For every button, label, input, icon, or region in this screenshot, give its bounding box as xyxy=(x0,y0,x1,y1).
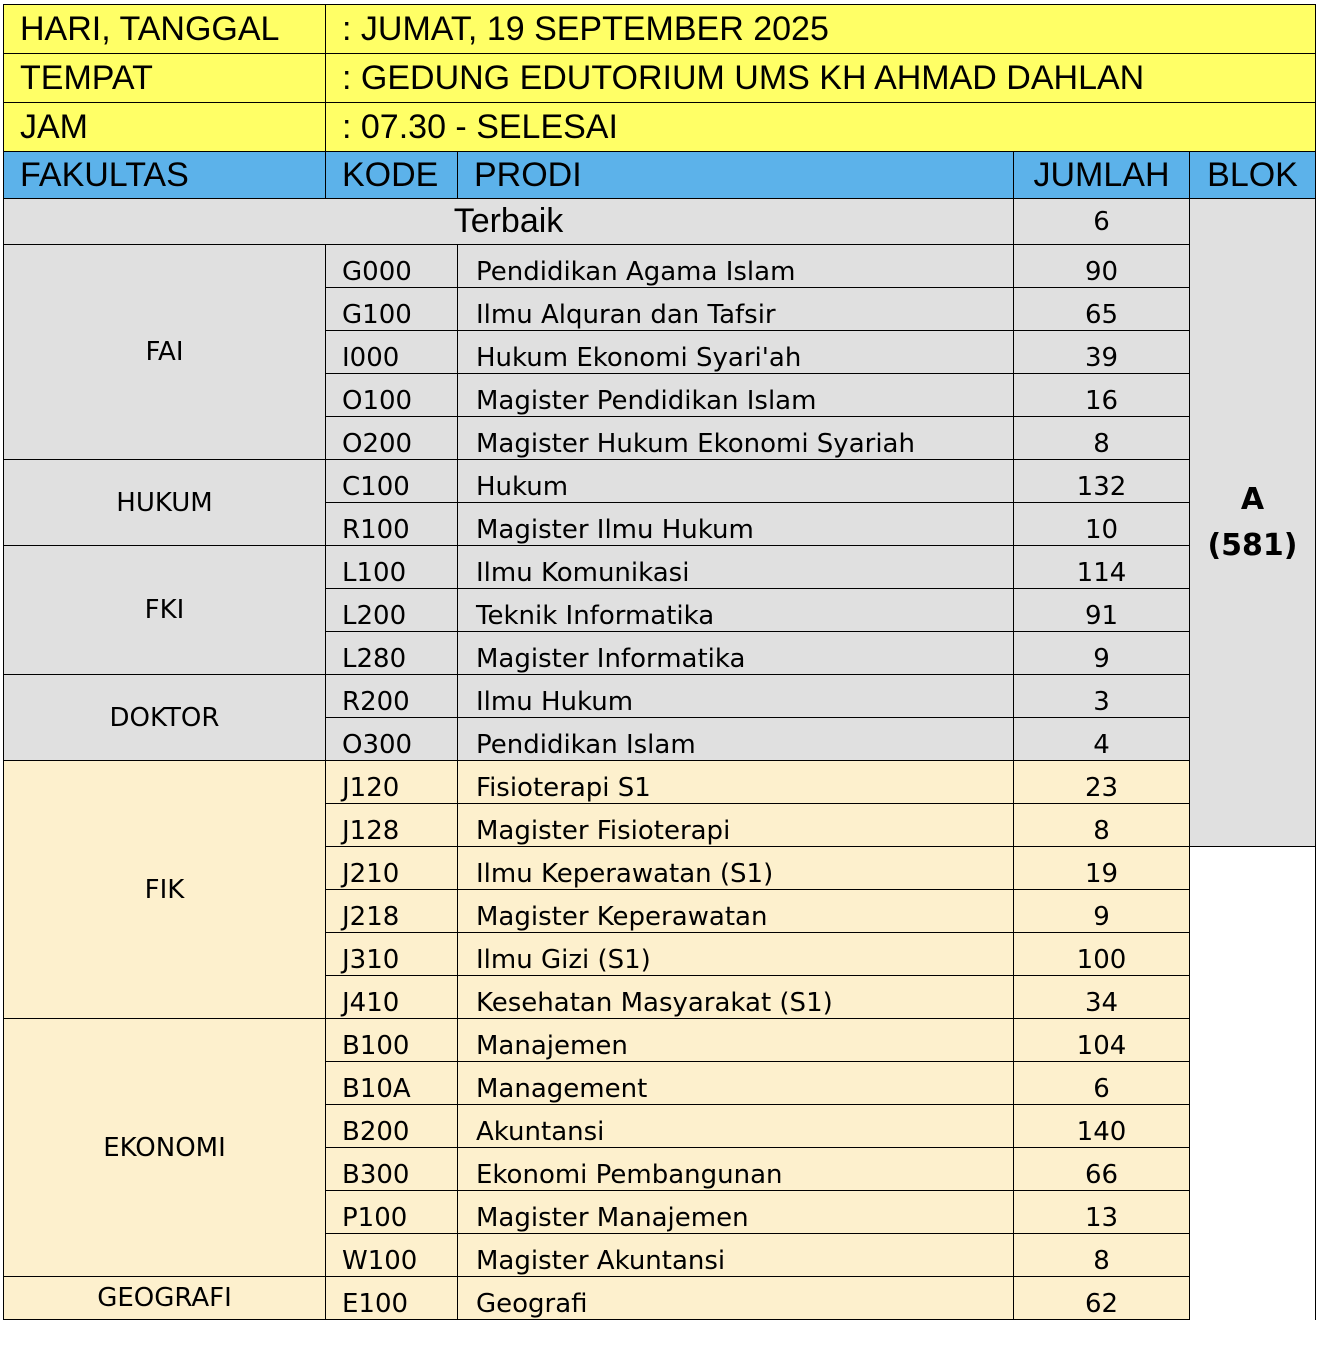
prodi-cell: Kesehatan Masyarakat (S1) xyxy=(458,976,1014,1019)
fakultas-cell: FKI xyxy=(4,546,326,675)
info-row-hari xyxy=(4,5,1316,54)
schedule-table xyxy=(3,4,1316,1320)
kode-cell: J310 xyxy=(326,933,458,976)
jam-label: JAM xyxy=(4,103,326,152)
jumlah-cell: 6 xyxy=(1014,1062,1190,1105)
prodi-cell: Magister Ilmu Hukum xyxy=(458,503,1014,546)
table-row xyxy=(4,1019,1316,1062)
jumlah-cell: 8 xyxy=(1014,1234,1190,1277)
header-jumlah: JUMLAH xyxy=(1014,152,1190,199)
jumlah-cell: 91 xyxy=(1014,589,1190,632)
kode-cell: B200 xyxy=(326,1105,458,1148)
kode-cell: J218 xyxy=(326,890,458,933)
prodi-cell: Magister Keperawatan xyxy=(458,890,1014,933)
fakultas-cell: HUKUM xyxy=(4,460,326,546)
prodi-cell: Magister Fisioterapi xyxy=(458,804,1014,847)
table-row xyxy=(4,245,1316,288)
kode-cell: I000 xyxy=(326,331,458,374)
kode-cell: B10A xyxy=(326,1062,458,1105)
kode-cell: L100 xyxy=(326,546,458,589)
header-blok: BLOK xyxy=(1190,152,1316,199)
prodi-cell: Hukum Ekonomi Syari'ah xyxy=(458,331,1014,374)
jumlah-cell: 4 xyxy=(1014,718,1190,761)
jumlah-cell: 39 xyxy=(1014,331,1190,374)
kode-cell: C100 xyxy=(326,460,458,503)
prodi-cell: Hukum xyxy=(458,460,1014,503)
blok-a-cell xyxy=(1190,199,1316,847)
terbaik-label: Terbaik xyxy=(4,199,1014,245)
kode-cell: W100 xyxy=(326,1234,458,1277)
kode-cell: O100 xyxy=(326,374,458,417)
table-row xyxy=(4,761,1316,804)
table-row xyxy=(4,1277,1316,1320)
hari-label: HARI, TANGGAL xyxy=(4,5,326,54)
info-row-tempat xyxy=(4,54,1316,103)
jumlah-cell: 10 xyxy=(1014,503,1190,546)
prodi-cell: Magister Pendidikan Islam xyxy=(458,374,1014,417)
kode-cell: O200 xyxy=(326,417,458,460)
terbaik-jumlah: 6 xyxy=(1014,199,1190,245)
prodi-cell: Teknik Informatika xyxy=(458,589,1014,632)
fakultas-cell: EKONOMI xyxy=(4,1019,326,1277)
jumlah-cell: 90 xyxy=(1014,245,1190,288)
jumlah-cell: 9 xyxy=(1014,890,1190,933)
prodi-cell: Management xyxy=(458,1062,1014,1105)
terbaik-row xyxy=(4,199,1316,245)
jumlah-cell: 23 xyxy=(1014,761,1190,804)
jumlah-cell: 66 xyxy=(1014,1148,1190,1191)
kode-cell: G000 xyxy=(326,245,458,288)
jumlah-cell: 34 xyxy=(1014,976,1190,1019)
hari-value: : JUMAT, 19 SEPTEMBER 2025 xyxy=(326,5,1316,54)
prodi-cell: Pendidikan Agama Islam xyxy=(458,245,1014,288)
prodi-cell: Magister Manajemen xyxy=(458,1191,1014,1234)
fakultas-cell: FAI xyxy=(4,245,326,460)
kode-cell: B300 xyxy=(326,1148,458,1191)
jumlah-cell: 114 xyxy=(1014,546,1190,589)
fakultas-cell: FIK xyxy=(4,761,326,1019)
prodi-cell: Ekonomi Pembangunan xyxy=(458,1148,1014,1191)
jumlah-cell: 100 xyxy=(1014,933,1190,976)
prodi-cell: Magister Hukum Ekonomi Syariah xyxy=(458,417,1014,460)
kode-cell: J128 xyxy=(326,804,458,847)
prodi-cell: Magister Akuntansi xyxy=(458,1234,1014,1277)
prodi-cell: Akuntansi xyxy=(458,1105,1014,1148)
kode-cell: R200 xyxy=(326,675,458,718)
blok-a-total: (581) xyxy=(1207,527,1298,563)
kode-cell: L200 xyxy=(326,589,458,632)
jumlah-cell: 65 xyxy=(1014,288,1190,331)
kode-cell: O300 xyxy=(326,718,458,761)
table-row xyxy=(4,460,1316,503)
prodi-cell: Ilmu Keperawatan (S1) xyxy=(458,847,1014,890)
kode-cell: P100 xyxy=(326,1191,458,1234)
table-row xyxy=(4,675,1316,718)
kode-cell: G100 xyxy=(326,288,458,331)
prodi-cell: Ilmu Alquran dan Tafsir xyxy=(458,288,1014,331)
jam-value: : 07.30 - SELESAI xyxy=(326,103,1316,152)
tempat-value: : GEDUNG EDUTORIUM UMS KH AHMAD DAHLAN xyxy=(326,54,1316,103)
kode-cell: J210 xyxy=(326,847,458,890)
kode-cell: B100 xyxy=(326,1019,458,1062)
fakultas-cell: DOKTOR xyxy=(4,675,326,761)
jumlah-cell: 8 xyxy=(1014,804,1190,847)
prodi-cell: Magister Informatika xyxy=(458,632,1014,675)
kode-cell: E100 xyxy=(326,1277,458,1320)
prodi-cell: Geografi xyxy=(458,1277,1014,1320)
jumlah-cell: 104 xyxy=(1014,1019,1190,1062)
info-row-jam xyxy=(4,103,1316,152)
kode-cell: J410 xyxy=(326,976,458,1019)
fakultas-cell: GEOGRAFI xyxy=(4,1277,326,1320)
jumlah-cell: 13 xyxy=(1014,1191,1190,1234)
prodi-cell: Ilmu Hukum xyxy=(458,675,1014,718)
jumlah-cell: 8 xyxy=(1014,417,1190,460)
prodi-cell: Ilmu Komunikasi xyxy=(458,546,1014,589)
jumlah-cell: 9 xyxy=(1014,632,1190,675)
prodi-cell: Manajemen xyxy=(458,1019,1014,1062)
tempat-label: TEMPAT xyxy=(4,54,326,103)
column-header-row xyxy=(4,152,1316,199)
kode-cell: J120 xyxy=(326,761,458,804)
prodi-cell: Fisioterapi S1 xyxy=(458,761,1014,804)
jumlah-cell: 3 xyxy=(1014,675,1190,718)
jumlah-cell: 16 xyxy=(1014,374,1190,417)
kode-cell: R100 xyxy=(326,503,458,546)
prodi-cell: Ilmu Gizi (S1) xyxy=(458,933,1014,976)
header-prodi: PRODI xyxy=(458,152,1014,199)
header-fakultas: FAKULTAS xyxy=(4,152,326,199)
jumlah-cell: 132 xyxy=(1014,460,1190,503)
blok-a-name: A xyxy=(1240,481,1265,517)
kode-cell: L280 xyxy=(326,632,458,675)
prodi-cell: Pendidikan Islam xyxy=(458,718,1014,761)
jumlah-cell: 62 xyxy=(1014,1277,1190,1320)
table-row xyxy=(4,546,1316,589)
header-kode: KODE xyxy=(326,152,458,199)
jumlah-cell: 19 xyxy=(1014,847,1190,890)
jumlah-cell: 140 xyxy=(1014,1105,1190,1148)
